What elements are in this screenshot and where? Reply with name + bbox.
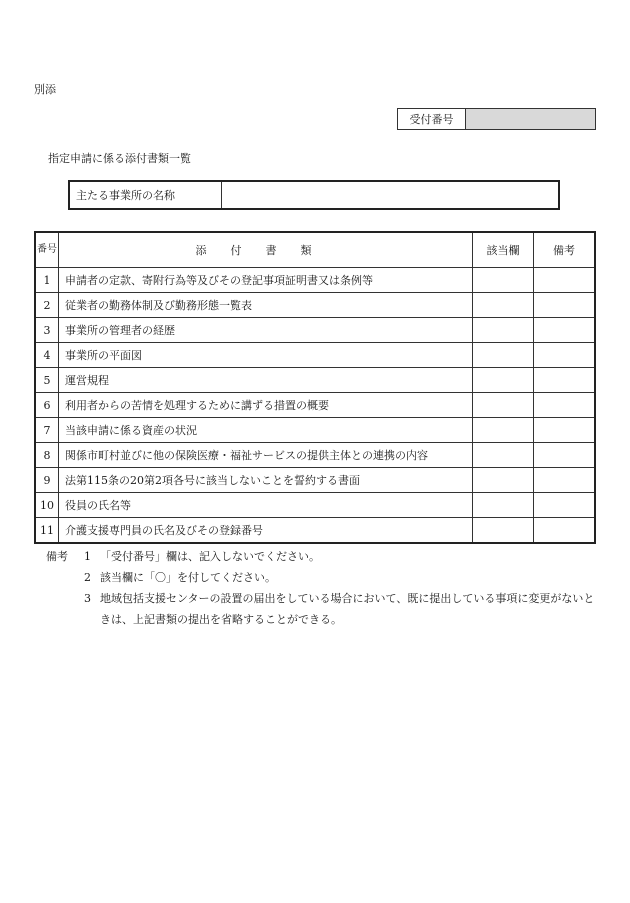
row-remarks-cell[interactable]	[534, 443, 596, 468]
row-applicable-cell[interactable]	[473, 318, 534, 343]
row-applicable-cell[interactable]	[473, 518, 534, 544]
row-applicable-cell[interactable]	[473, 418, 534, 443]
row-remarks-cell[interactable]	[534, 493, 596, 518]
table-header-row	[35, 232, 595, 268]
row-document-name: 申請者の定款、寄附行為等及びその登記事項証明書又は条例等	[59, 268, 473, 293]
note-number: 1	[84, 550, 91, 563]
row-number: 7	[35, 418, 59, 443]
table-row	[35, 468, 595, 493]
note-text: 「受付番号」欄は、記入しないでください。	[100, 550, 320, 563]
receipt-number-field[interactable]	[466, 109, 595, 129]
note-indent	[46, 567, 84, 588]
table-row	[35, 393, 595, 418]
row-document-name: 事業所の管理者の経歴	[59, 318, 473, 343]
office-name-box	[68, 180, 560, 210]
row-document-name: 利用者からの苦情を処理するために講ずる措置の概要	[59, 393, 473, 418]
notes-heading: 備考	[46, 550, 68, 563]
receipt-number-label: 受付番号	[398, 109, 466, 129]
header-item-label: 添付書類	[195, 244, 336, 257]
row-remarks-cell[interactable]	[534, 318, 596, 343]
row-applicable-cell[interactable]	[473, 368, 534, 393]
attachment-label: 別添	[34, 83, 56, 96]
row-number: 2	[35, 293, 59, 318]
row-number: 11	[35, 518, 59, 544]
note-item	[46, 588, 602, 630]
row-remarks-cell[interactable]	[534, 368, 596, 393]
row-document-name: 従業者の勤務体制及び勤務形態一覧表	[59, 293, 473, 318]
row-applicable-cell[interactable]	[473, 293, 534, 318]
office-name-field[interactable]	[222, 182, 558, 208]
notes-section	[46, 546, 602, 630]
row-remarks-cell[interactable]	[534, 468, 596, 493]
table-row	[35, 518, 595, 544]
row-number: 6	[35, 393, 59, 418]
row-applicable-cell[interactable]	[473, 268, 534, 293]
header-number: 番号	[35, 232, 59, 268]
row-applicable-cell[interactable]	[473, 343, 534, 368]
note-text: 地域包括支援センターの設置の届出をしている場合において、既に提出している事項に変更がないときは、上記書類の提出を省略することができる。	[100, 592, 595, 626]
row-applicable-cell[interactable]	[473, 393, 534, 418]
row-document-name: 法第115条の20第2項各号に該当しないことを誓約する書面	[59, 468, 473, 493]
document-title: 指定申請に係る添付書類一覧	[48, 152, 191, 165]
row-remarks-cell[interactable]	[534, 418, 596, 443]
note-text: 該当欄に「〇」を付してください。	[100, 571, 276, 584]
header-remarks: 備考	[534, 232, 596, 268]
receipt-number-box	[397, 108, 596, 130]
header-applicable: 該当欄	[473, 232, 534, 268]
note-item	[46, 567, 602, 588]
table-row	[35, 418, 595, 443]
row-document-name: 関係市町村並びに他の保険医療・福祉サービスの提供主体との連携の内容	[59, 443, 473, 468]
row-document-name: 運営規程	[59, 368, 473, 393]
row-number: 4	[35, 343, 59, 368]
row-number: 5	[35, 368, 59, 393]
row-document-name: 当該申請に係る資産の状況	[59, 418, 473, 443]
table-row	[35, 293, 595, 318]
row-document-name: 役員の氏名等	[59, 493, 473, 518]
attachments-table	[34, 231, 596, 544]
note-indent	[46, 588, 84, 630]
table-row	[35, 268, 595, 293]
row-applicable-cell[interactable]	[473, 493, 534, 518]
row-number: 9	[35, 468, 59, 493]
table-row	[35, 368, 595, 393]
table-row	[35, 443, 595, 468]
note-item	[46, 546, 602, 567]
row-applicable-cell[interactable]	[473, 468, 534, 493]
row-document-name: 事業所の平面図	[59, 343, 473, 368]
table-row	[35, 343, 595, 368]
office-name-label: 主たる事業所の名称	[70, 182, 222, 208]
table-row	[35, 318, 595, 343]
row-remarks-cell[interactable]	[534, 293, 596, 318]
row-number: 8	[35, 443, 59, 468]
note-number: 3	[84, 592, 91, 605]
row-remarks-cell[interactable]	[534, 343, 596, 368]
row-applicable-cell[interactable]	[473, 443, 534, 468]
row-remarks-cell[interactable]	[534, 268, 596, 293]
row-number: 1	[35, 268, 59, 293]
note-number: 2	[84, 571, 91, 584]
row-document-name: 介護支援専門員の氏名及びその登録番号	[59, 518, 473, 544]
row-remarks-cell[interactable]	[534, 393, 596, 418]
row-number: 10	[35, 493, 59, 518]
row-remarks-cell[interactable]	[534, 518, 596, 544]
row-number: 3	[35, 318, 59, 343]
table-row	[35, 493, 595, 518]
header-item	[59, 232, 473, 268]
